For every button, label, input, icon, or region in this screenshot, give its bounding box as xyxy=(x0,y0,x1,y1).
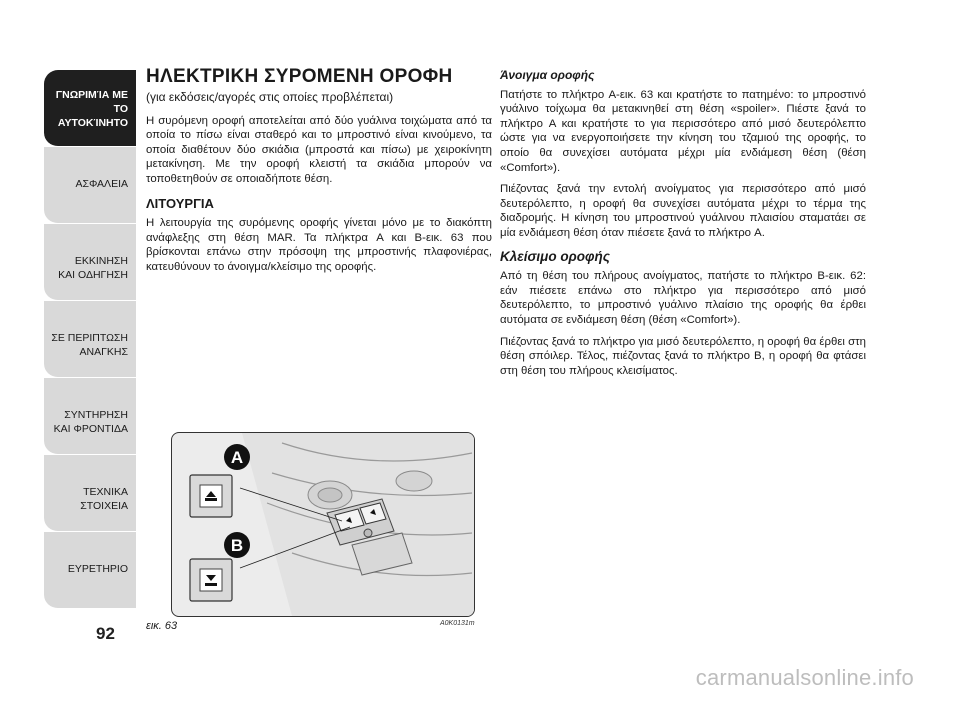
heading-open: Άνοιγμα οροφής xyxy=(500,68,595,82)
heading-close: Κλείσιμο οροφής xyxy=(500,248,610,264)
open-paragraph-2: Πιέζοντας ξανά την εντολή ανοίγματος για περισσότερο από μισό δευτερόλεπτο, η οροφή θα συνεχίσει αυτόματα μέχρι το τέρμα της διαδρομής. Η κίνηση του μπροστινού γυάλινου πλαισίου σταματάει σε μία ενδιάμεση θέση όταν πιέσετε ξανά το πλήκτρο A. xyxy=(500,183,866,239)
tab-technical-data[interactable]: ΤΕΧΝΙΚΑ ΣΤΟΙΧΕΙΑ xyxy=(44,455,136,532)
close-paragraph-2: Πιέζοντας ξανά το πλήκτρο για μισό δευτερόλεπτο, η οροφή θα έρθει στη θέση σπόιλερ. Τέλος, πιέζοντας ξανά το πλήκτρο B, η οροφή θα φτάσει στη θέση του πλήρους κλεισίματος. xyxy=(500,335,866,377)
page-title: ΗΛΕΚΤΡΙΚΗ ΣΥΡΟΜΕΝΗ ΟΡΟΦΗ xyxy=(146,66,453,87)
page-subtitle: (για εκδόσεις/αγορές στις οποίες προβλέπεται) xyxy=(146,90,394,104)
label-a: A xyxy=(230,448,244,467)
open-paragraph-1: Πατήστε το πλήκτρο A-εικ. 63 και κρατήστε το πατημένο: το μπροστινό γυάλινο τοίχωμα θα μετακινηθεί στη θέση «spoiler». Πιέστε ξανά το πλήκτρο A και κρατήστε το για περισσότερο από μισό δευτερόλεπτο ώστε για να ενεργοποιήσετε την κίνηση του τζαμιού της οροφής, το οποίο θα συνεχίσει αυτόματα μέχρι μία ενδιάμεση θέση (θέση «Comfort»). xyxy=(500,88,866,174)
tab-maintenance[interactable]: ΣΥΝΤΗΡΗΣΗ ΚΑΙ ΦΡΟΝΤΙΔΑ xyxy=(44,378,136,455)
chapter-tabs xyxy=(44,70,136,609)
label-b: B xyxy=(230,536,244,555)
figure-caption: εικ. 63 xyxy=(146,620,178,632)
roof-control-figure xyxy=(171,432,475,617)
section-heading: ΛΙΤΟΥΡΓΙΑ xyxy=(146,195,214,211)
close-paragraph-1: Από τη θέση του πλήρους ανοίγματος, πατήστε το πλήκτρο B-εικ. 62: εάν πιέσετε επάνω στο πλήκτρο για περισσότερο από μισό δευτερόλεπτο, το μπροστινό γυάλινο πλαίσιο της οροφής θα έρθει αυτόματα σε ενδιάμεση θέση (θέση «Comfort»). xyxy=(500,270,866,326)
intro-paragraph: Η συρόμενη οροφή αποτελείται από δύο γυάλινα τοιχώματα από τα οποία το πίσω είναι σταθερό και το μπροστινό είναι κινούμενο, τα οποία διαθέτουν δύο σκιάδια (μπροστά και πίσω) με χειροκίνητη μετακίνηση. Με την οροφή κλειστή τα σκιάδια μπορούν να τοποθετηθούν σε οποιαδήποτε θέση. xyxy=(146,114,492,185)
roof-console-illustration xyxy=(172,433,474,616)
tab-emergency[interactable]: ΣΕ ΠΕΡΙΠΤΩΣΗ ΑΝΑΓΚΗΣ xyxy=(44,301,136,378)
tab-safety[interactable]: ΑΣΦΑΛΕΙΑ xyxy=(44,147,136,224)
watermark: carmanualsonline.info xyxy=(695,665,914,690)
figure-code: A0K0131m xyxy=(440,620,475,627)
tab-getting-to-know[interactable]: ΓΝΩΡΙΜΊΑ ΜΕ ΤΟ ΑΥΤΟΚΊΝΗΤΟ xyxy=(44,70,136,147)
page-number: 92 xyxy=(96,624,115,643)
tab-index[interactable]: ΕΥΡΕΤΗΡΙΟ xyxy=(44,532,136,609)
tab-starting-driving[interactable]: ΕΚΚΙΝΗΣΗ ΚΑΙ ΟΔΗΓΗΣΗ xyxy=(44,224,136,301)
section-paragraph: Η λειτουργία της συρόμενης οροφής γίνεται μόνο με το διακόπτη ανάφλεξης στη θέση MAR. Τα πλήκτρα A και B-εικ. 63 που βρίσκονται επάνω στην πρόσοψη της μπροστινής πλαφονιέρας, κατευθύνουν το άνοιγμα/κλείσιμο της οροφής. xyxy=(146,217,492,273)
right-column xyxy=(500,66,866,385)
left-column xyxy=(146,66,492,282)
